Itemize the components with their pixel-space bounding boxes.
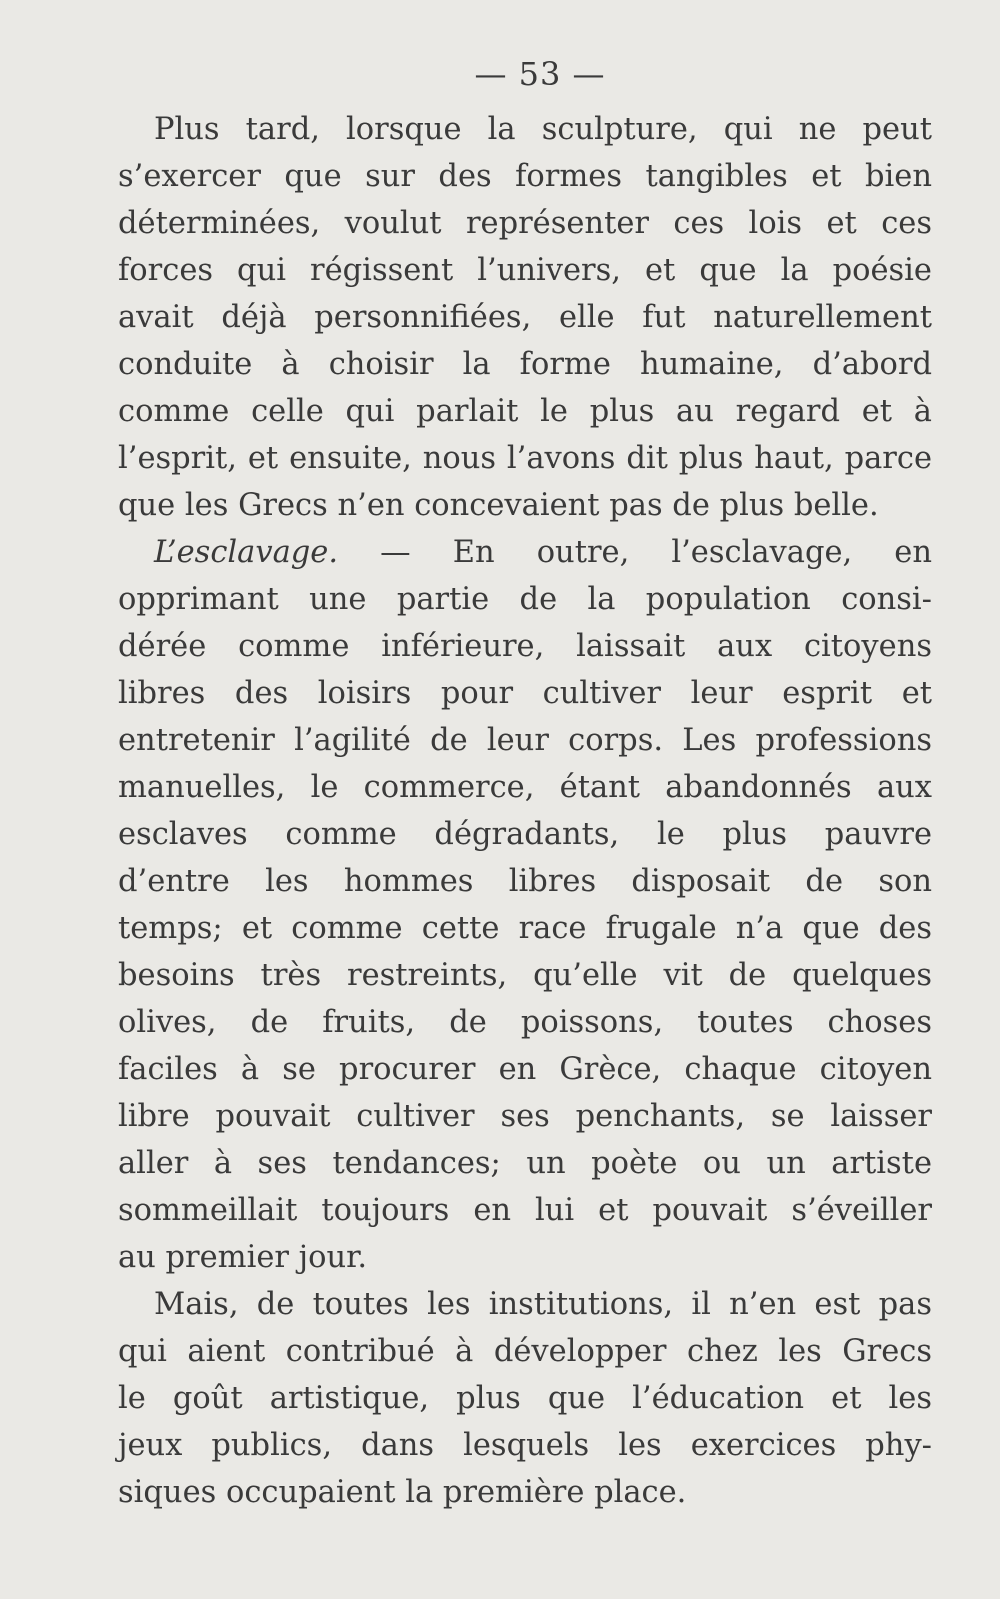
text-line bbox=[118, 529, 932, 576]
text-line: d’entre les hommes libres disposait de son bbox=[118, 864, 932, 899]
text-line: sommeillait toujours en lui et pouvait s’éveiller bbox=[118, 1193, 932, 1228]
text-line: s’exercer que sur des formes tangibles et bien bbox=[118, 159, 932, 194]
text-line: forces qui régissent l’univers, et que la poésie bbox=[118, 253, 932, 288]
text-line: Mais, de toutes les institutions, il n’en est pas bbox=[154, 1287, 932, 1322]
text-line: entretenir l’agilité de leur corps. Les professions bbox=[118, 723, 932, 758]
text-line: qui aient contribué à développer chez les Grecs bbox=[118, 1334, 932, 1369]
text-line: au premier jour. bbox=[118, 1240, 368, 1275]
text-line: libres des loisirs pour cultiver leur esprit et bbox=[118, 676, 932, 711]
paragraph-sculpture bbox=[118, 106, 932, 529]
text-line: avait déjà personnifiées, elle fut naturellement bbox=[118, 300, 932, 335]
text-line: manuelles, le commerce, étant abandonnés aux bbox=[118, 770, 932, 805]
text-line: temps; et comme cette race frugale n’a que des bbox=[118, 911, 932, 946]
body-text bbox=[118, 106, 932, 1516]
text-line: que les Grecs n’en concevaient pas de plus belle. bbox=[118, 488, 879, 523]
text-line: besoins très restreints, qu’elle vit de quelques bbox=[118, 958, 932, 993]
text-line: jeux publics, dans lesquels les exercices phy- bbox=[118, 1428, 932, 1463]
text-fragment: — En outre, l’esclavage, en bbox=[338, 535, 932, 570]
text-line: aller à ses tendances; un poète ou un artiste bbox=[118, 1146, 932, 1181]
page-number: — 53 — bbox=[474, 55, 606, 93]
text-line: comme celle qui parlait le plus au regard et à bbox=[118, 394, 932, 429]
text-line: le goût artistique, plus que l’éducation et les bbox=[118, 1381, 932, 1416]
text-line: libre pouvait cultiver ses penchants, se laisser bbox=[118, 1099, 932, 1134]
paragraph-institutions bbox=[118, 1281, 932, 1516]
text-line: olives, de fruits, de poissons, toutes choses bbox=[118, 1005, 932, 1040]
text-line: faciles à se procurer en Grèce, chaque citoyen bbox=[118, 1052, 932, 1087]
text-line: conduite à choisir la forme humaine, d’abord bbox=[118, 347, 932, 382]
text-line: siques occupaient la première place. bbox=[118, 1475, 687, 1510]
text-line: esclaves comme dégradants, le plus pauvre bbox=[118, 817, 932, 852]
text-line: déterminées, voulut représenter ces lois et ces bbox=[118, 206, 932, 241]
section-heading-esclavage: L’esclavage. bbox=[154, 535, 339, 570]
text-line: Plus tard, lorsque la sculpture, qui ne peut bbox=[154, 112, 932, 147]
text-line: opprimant une partie de la population consi- bbox=[118, 582, 932, 617]
text-line: dérée comme inférieure, laissait aux citoyens bbox=[118, 629, 932, 664]
paragraph-esclavage bbox=[118, 529, 932, 1281]
text-line: l’esprit, et ensuite, nous l’avons dit plus haut, parce bbox=[118, 441, 932, 476]
